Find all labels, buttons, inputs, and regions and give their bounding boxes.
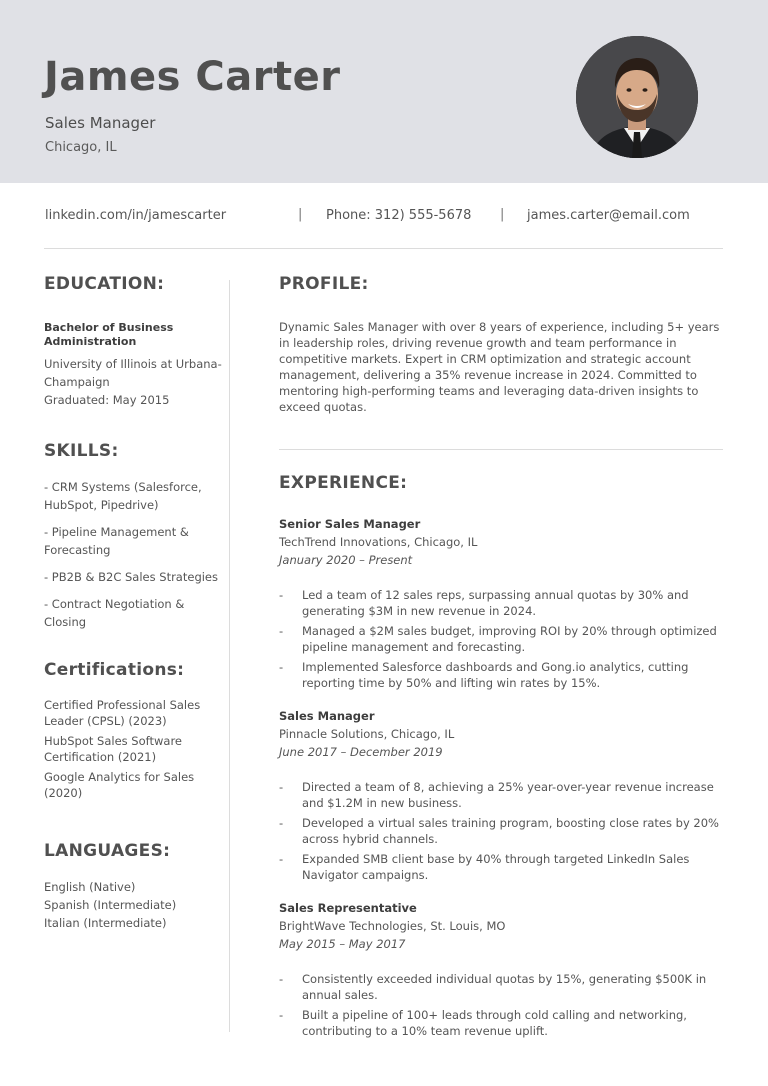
list-item: - Implemented Salesforce dashboards and Gong.io analytics, cutting reporting time by 50% and lifting win rates by 15%. xyxy=(279,660,689,690)
job-company: BrightWave Technologies, St. Louis, MO xyxy=(279,919,506,933)
experience-section xyxy=(279,473,725,1043)
list-item: - Led a team of 12 sales reps, surpassing annual quotas by 30% and generating $3M in new revenue in 2024. xyxy=(279,588,689,618)
certifications-list xyxy=(44,697,222,801)
job-dates: May 2015 – May 2017 xyxy=(279,937,406,951)
skills-section xyxy=(44,441,222,640)
profile-summary: Dynamic Sales Manager with over 8 years of experience, including 5+ years in leadership roles, driving revenue growth and team performance in competitive markets. Expert in CRM optimization and strategic account management, delivering a 35% revenue increase in 2024. Committed to mentoring high-performing teams and leveraging data-driven insights to exceed quotas. xyxy=(279,320,720,414)
job-bullets xyxy=(279,779,725,883)
portrait-photo xyxy=(576,36,698,158)
contact-separator: | xyxy=(500,207,505,222)
header-band xyxy=(0,0,768,183)
avatar xyxy=(576,36,698,158)
list-item: - Developed a virtual sales training program, boosting close rates by 20% across hybrid channels. xyxy=(279,816,719,846)
profile-section xyxy=(279,274,725,415)
divider xyxy=(279,449,723,450)
job-role: Senior Sales Manager xyxy=(279,517,421,531)
job-role: Sales Manager xyxy=(279,709,375,723)
list-item: Spanish (Intermediate) xyxy=(44,898,177,912)
job-role: Sales Representative xyxy=(279,901,417,915)
job-company: Pinnacle Solutions, Chicago, IL xyxy=(279,727,455,741)
job-bullets xyxy=(279,587,725,691)
school: University of Illinois at Urbana-Champaign xyxy=(44,357,222,389)
job-dates: January 2020 – Present xyxy=(279,553,413,567)
email-link[interactable]: james.carter@email.com xyxy=(527,208,690,223)
job-entry xyxy=(279,899,725,1039)
list-item: - PB2B & B2C Sales Strategies xyxy=(44,570,218,584)
divider xyxy=(44,248,723,249)
section-heading: EXPERIENCE: xyxy=(279,473,408,493)
contact-separator: | xyxy=(298,207,303,222)
job-dates: June 2017 – December 2019 xyxy=(279,745,443,759)
list-item: HubSpot Sales Software Certification (2021) xyxy=(44,734,182,764)
skills-list xyxy=(44,478,222,631)
section-heading: LANGUAGES: xyxy=(44,841,171,861)
linkedin-link[interactable]: linkedin.com/in/jamescarter xyxy=(45,208,227,223)
graduation-date: Graduated: May 2015 xyxy=(44,393,170,407)
list-item: Certified Professional Sales Leader (CPSL) (2023) xyxy=(44,698,201,728)
job-title: Sales Manager xyxy=(45,114,156,132)
list-item: - CRM Systems (Salesforce, HubSpot, Pipedrive) xyxy=(44,480,202,512)
job-entry xyxy=(279,707,725,883)
list-item: English (Native) xyxy=(44,880,136,894)
column-divider xyxy=(229,280,230,1032)
section-heading: EDUCATION: xyxy=(44,274,165,294)
degree: Bachelor of Business Administration xyxy=(44,321,174,348)
list-item: - Managed a $2M sales budget, improving ROI by 20% through optimized pipeline management and forecasting. xyxy=(279,624,717,654)
job-entry xyxy=(279,515,725,691)
certifications-section xyxy=(44,660,222,805)
list-item: - Pipeline Management & Forecasting xyxy=(44,525,189,557)
languages-list xyxy=(44,878,222,932)
job-bullets xyxy=(279,971,725,1039)
languages-section xyxy=(44,841,222,932)
education-section xyxy=(44,274,222,409)
section-heading: Certifications: xyxy=(44,660,185,680)
list-item: - Built a pipeline of 100+ leads through cold calling and networking, contributing to a 10% team revenue uplift. xyxy=(279,1008,687,1038)
location: Chicago, IL xyxy=(45,140,117,155)
list-item: - Contract Negotiation & Closing xyxy=(44,597,185,629)
candidate-name: James Carter xyxy=(44,54,341,100)
section-heading: PROFILE: xyxy=(279,274,369,294)
job-company: TechTrend Innovations, Chicago, IL xyxy=(279,535,478,549)
phone-number: Phone: 312) 555-5678 xyxy=(326,208,472,223)
list-item: Google Analytics for Sales (2020) xyxy=(44,770,195,800)
list-item: - Consistently exceeded individual quotas by 15%, generating $500K in annual sales. xyxy=(279,972,707,1002)
section-heading: SKILLS: xyxy=(44,441,119,461)
list-item: Italian (Intermediate) xyxy=(44,916,167,930)
list-item: - Expanded SMB client base by 40% through targeted LinkedIn Sales Navigator campaigns. xyxy=(279,852,690,882)
list-item: - Directed a team of 8, achieving a 25% year-over-year revenue increase and $1.2M in new business. xyxy=(279,780,714,810)
